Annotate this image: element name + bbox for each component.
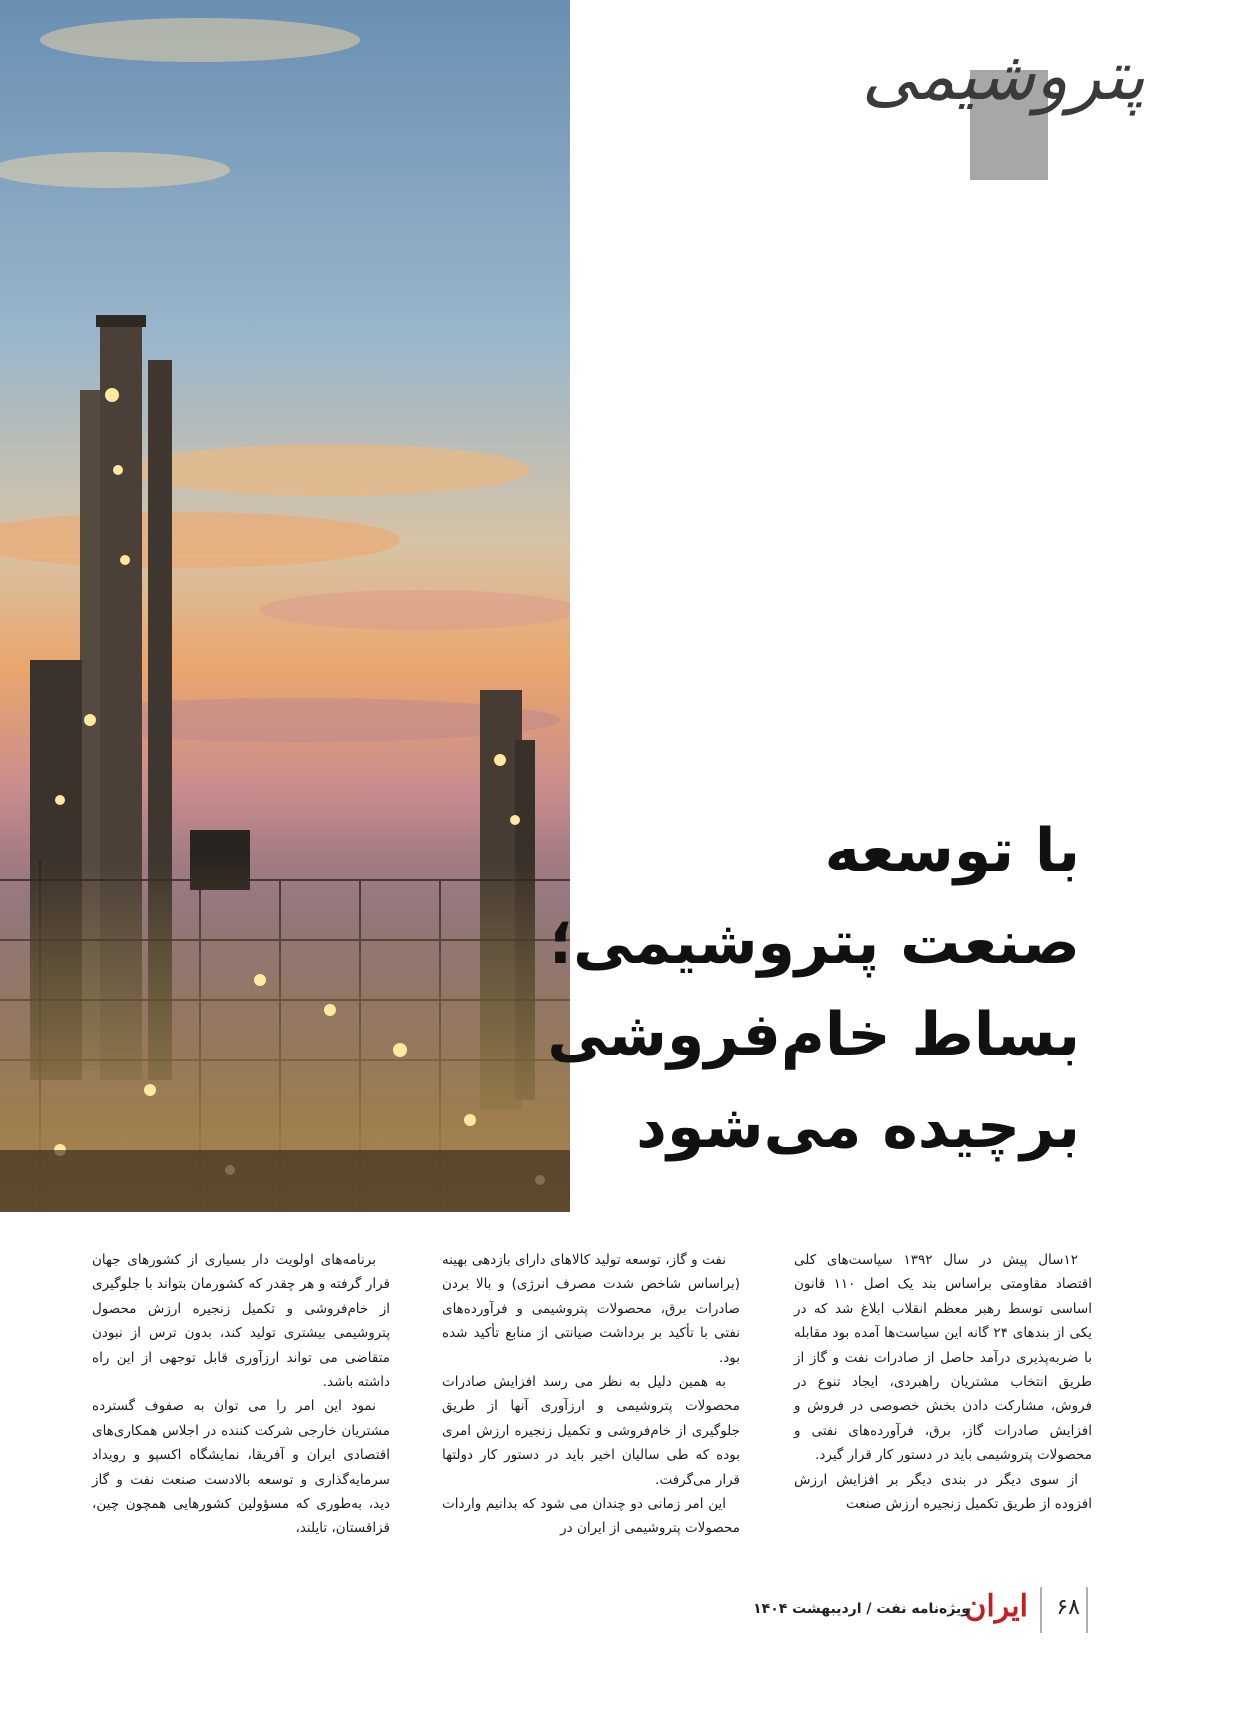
paragraph: این امر زمانی دو چندان می شود که بدانیم واردات محصولات پتروشیمی از ایران در [442,1496,740,1537]
section-title: پتروشیمی [861,37,1145,116]
body-column-1 [794,1248,1092,1516]
headline-line: صنعت پتروشیمی؛ [549,908,1080,978]
divider [1040,1587,1042,1633]
paragraph: به همین دلیل به نظر می رسد افزایش صادرات محصولات پتروشیمی و ارزآوری آنها از طریق جلوگیری از خام‌فروشی و تکمیل زنجیره ارزش امری بوده که طی سالیان اخیر باید در دستور کار دولتها قرار می‌گرفت. [442,1374,740,1488]
paragraph: برنامه‌های اولویت دار بسیاری از کشورهای جهان قرار گرفته و هر چقدر که کشورمان بتواند با جلوگیری از خام‌فروشی و تکمیل زنجیره ارزش محصول پتروشیمی بیشتری تولید کند، بدون ترس از نبودن متقاضی می تواند ارزآوری قابل توجهی از این راه داشته باشد. [92,1252,390,1391]
paragraph: نفت و گاز، توسعه تولید کالاهای دارای بازدهی بهینه (براساس شاخص شدت مصرف انرژی) و بالا بردن صادرات برق، محصولات پتروشیمی و فرآورده‌های نفتی با تأکید بر برداشت صیانتی از منابع تأکید شده بود. [442,1252,740,1366]
headline-line: بساط خام‌فروشی [547,1000,1080,1070]
article-headline [547,805,1080,1173]
paragraph: از سوی دیگر در بندی دیگر بر افزایش ارزش افزوده از طریق تکمیل زنجیره ارزش صنعت [794,1471,1092,1513]
article-body [92,1248,1092,1578]
refinery-photo [0,0,570,1212]
issue-label: ویژه‌نامه نفت / اردیبهشت ۱۴۰۴ [753,1601,970,1617]
headline-line: برچیده می‌شود [636,1092,1080,1162]
publication-logo: ایران [964,1589,1028,1624]
paragraph: نمود این امر را می توان به صفوف گسترده مشتریان خارجی شرکت کننده در اجلاس همکاری‌های اقتصادی ایران و آفریقا، نمایشگاه اکسپو و رویداد سرمایه‌گذاری و توسعه بالادست صنعت نفت و گاز دید، به‌طوری که مسؤولین کشورهایی همچون چین، قزاقستان، تایلند، [92,1398,390,1537]
page-number: ۶۸ [1056,1595,1080,1620]
body-column-3 [92,1248,390,1541]
body-column-2 [442,1248,740,1541]
page-footer [720,1585,1090,1635]
divider [1086,1587,1088,1633]
paragraph: ۱۲سال پیش در سال ۱۳۹۲ سیاست‌های کلی اقتصاد مقاومتی براساس بند یک اصل ۱۱۰ قانون اساسی توسط رهبر معظم انقلاب ابلاغ شد که در یکی از بندهای ۲۴ گانه این سیاست‌ها آمده بود مقابله با ضربه‌پذیری درآمد حاصل از صادرات نفت و گاز از طریق انتخاب مشتریان راهبردی، ایجاد تنوع در فروش، مشارکت دادن بخش خصوصی در فروش و افزایش صادرات گاز، برق، فرآورده‌های نفتی و محصولات پتروشیمی باید در دستور کار قرار گیرد. [794,1252,1093,1464]
refinery-illustration [0,0,570,1212]
headline-line: با توسعه [824,816,1080,886]
